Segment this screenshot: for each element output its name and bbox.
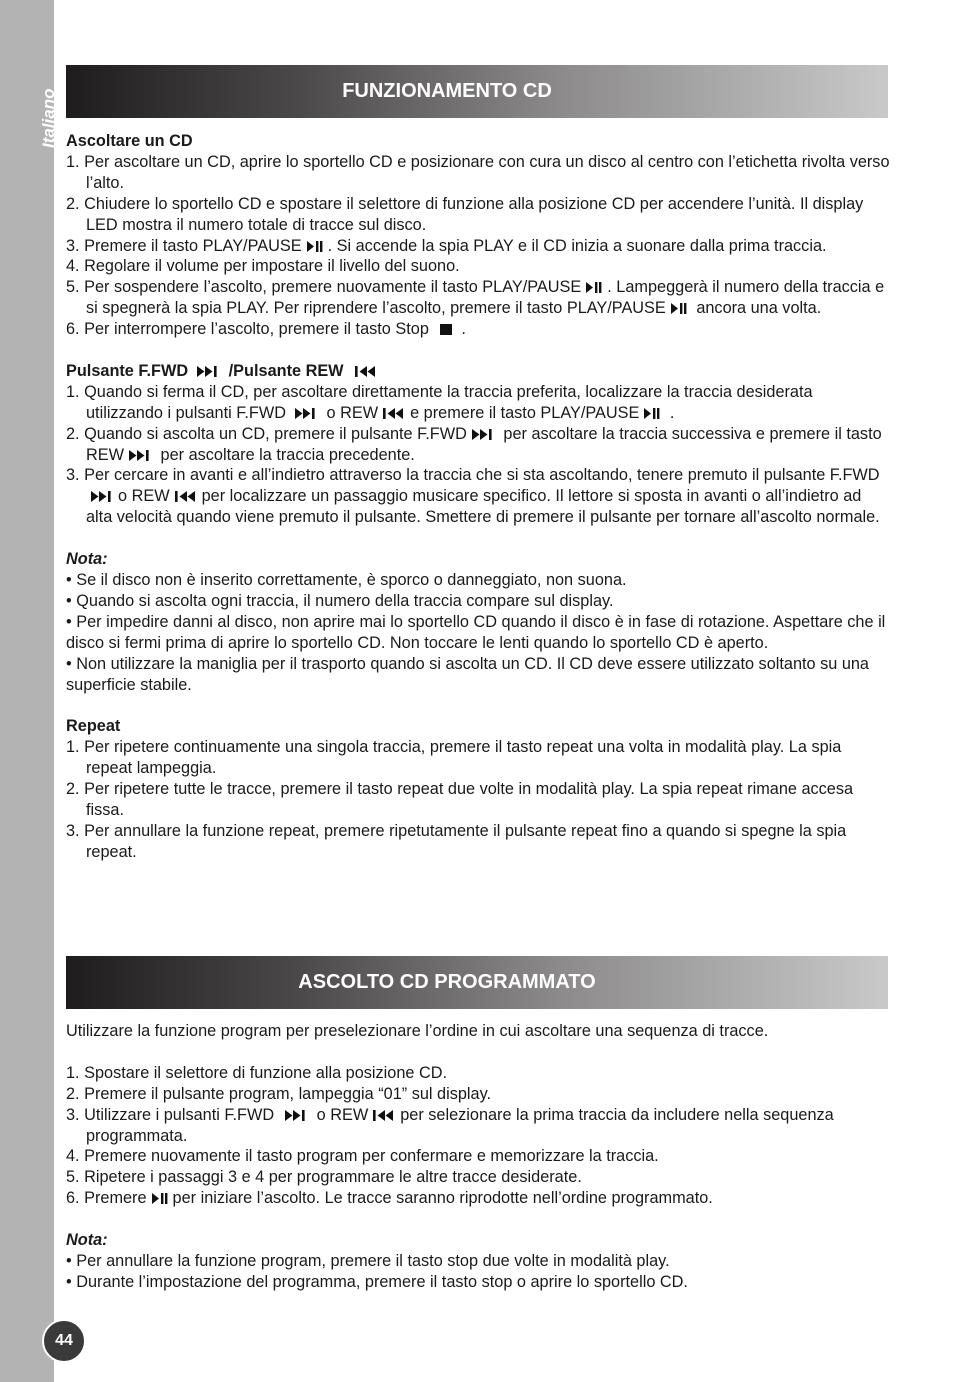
list-item: 2. Per ripetere tutte le tracce, premere il tasto repeat due volte in modalità play. La spia repeat rimane accesa fissa. (66, 780, 854, 819)
heading-ffwd-rew (66, 361, 890, 382)
text-fragment: /Pulsante REW (228, 361, 344, 380)
text-fragment: 3. Premere il tasto PLAY/PAUSE (66, 236, 302, 255)
list-item: 4. Premere nuovamente il tasto program per confermare e memorizzare la traccia. (66, 1147, 659, 1166)
nota-bullet: • Per impedire danni al disco, non aprire mai lo sportello CD quando il disco è in fase di rotazione. Aspettare che il disco si fermi prima di aprire lo sportello CD. Non toccare le lenti quando lo sportello CD è aperto. (66, 612, 886, 652)
nota-heading: Nota: (66, 550, 108, 569)
nota-bullet: • Non utilizzare la maniglia per il trasporto quando si ascolta un CD. Il CD deve essere utilizzato soltanto su una superficie stabile. (66, 654, 869, 694)
list-item: 3. Per annullare la funzione repeat, premere ripetutamente il pulsante repeat fino a quando si spegne la spia repeat. (66, 821, 847, 861)
play-pause-icon (585, 281, 603, 294)
section-ascolto-programmato-body (66, 1021, 890, 1293)
page-number: 44 (55, 1332, 73, 1349)
text-fragment: per ascoltare la traccia successiva e premere il tasto REW (86, 424, 882, 464)
fast-forward-icon (294, 407, 318, 420)
list-item: 2. Chiudere lo sportello CD e spostare il selettore di funzione alla posizione CD per accendere l’unità. Il display LED mostra il numero totale di tracce sul disco. (66, 194, 864, 234)
fast-forward-icon (471, 428, 495, 441)
section-banner-ascolto-programmato (66, 956, 888, 1009)
text-fragment: o REW (316, 1105, 369, 1124)
heading-repeat: Repeat (66, 717, 121, 736)
language-label: Italiano (39, 88, 58, 148)
fast-forward-icon (90, 490, 114, 503)
play-pause-icon (151, 1192, 169, 1205)
list-item (66, 382, 890, 424)
rewind-icon (174, 490, 198, 503)
text-fragment: . (669, 403, 675, 422)
text-fragment: . Lampeggerà il numero della traccia e si spegnerà la spia PLAY. Per riprendere l’ascolto, premere il tasto PLAY/PAUSE (86, 278, 885, 318)
text-fragment: Pulsante F.FWD (66, 361, 189, 380)
text-fragment: o REW (326, 403, 379, 422)
text-fragment: . Si accende la spia PLAY e il CD inizia a suonare dalla prima traccia. (327, 236, 827, 255)
text-fragment: per selezionare la prima traccia da includere nella sequenza programmata. (86, 1105, 834, 1145)
list-item (66, 465, 890, 528)
rewind-icon (372, 1109, 396, 1122)
fast-forward-icon (284, 1109, 308, 1122)
nota-bullet: • Durante l’impostazione del programma, premere il tasto stop o aprire lo sportello CD. (66, 1272, 688, 1291)
text-fragment: 6. Per interrompere l’ascolto, premere il tasto Stop (66, 320, 429, 339)
play-pause-icon (643, 407, 661, 420)
text-fragment: per iniziare l’ascolto. Le tracce saranno riprodotte nell’ordine programmato. (172, 1189, 713, 1208)
list-item (66, 1188, 890, 1209)
text-fragment: . (461, 320, 466, 339)
list-item (66, 277, 890, 319)
text-fragment: 3. Per cercare in avanti e all’indietro attraverso la traccia che si sta ascoltando, tenere premuto il pulsante F.FWD (66, 466, 880, 485)
play-pause-icon (670, 302, 688, 315)
text-fragment: o REW (118, 487, 170, 506)
text-fragment: e premere il tasto PLAY/PAUSE (410, 403, 640, 422)
list-item (66, 236, 890, 257)
text-fragment: per ascoltare la traccia precedente. (160, 445, 415, 464)
stop-icon (439, 323, 453, 336)
list-item: 1. Spostare il selettore di funzione alla posizione CD. (66, 1063, 448, 1082)
section-funzionamento-cd-body (66, 131, 890, 863)
page-number-badge (42, 1319, 86, 1363)
text-fragment: 3. Utilizzare i pulsanti F.FWD (66, 1105, 275, 1124)
play-pause-icon (306, 240, 324, 253)
text-fragment: 5. Per sospendere l’ascolto, premere nuovamente il tasto PLAY/PAUSE (66, 278, 582, 297)
text-fragment: ancora una volta. (696, 299, 822, 318)
rewind-icon (382, 407, 406, 420)
list-item (66, 1105, 890, 1147)
text-fragment: 6. Premere (66, 1189, 147, 1208)
nota-bullet: • Per annullare la funzione program, premere il tasto stop due volte in modalità play. (66, 1251, 670, 1270)
fast-forward-icon (196, 365, 220, 378)
section-title: ASCOLTO CD PROGRAMMATO (298, 971, 596, 993)
intro-paragraph: Utilizzare la funzione program per preselezionare l’ordine in cui ascoltare una sequenza di tracce. (66, 1022, 769, 1040)
rewind-icon (354, 365, 378, 378)
nota-bullet: • Se il disco non è inserito correttamente, è sporco o danneggiato, non suona. (66, 571, 627, 589)
list-item (66, 424, 890, 466)
list-item: 4. Regolare il volume per impostare il livello del suono. (66, 257, 460, 276)
fast-forward-icon (128, 449, 152, 462)
section-title: FUNZIONAMENTO CD (342, 80, 552, 102)
list-item: 1. Per ascoltare un CD, aprire lo sportello CD e posizionare con cura un disco al centro con l’etichetta rivolta verso l’alto. (66, 152, 890, 192)
nota-bullet: • Quando si ascolta ogni traccia, il numero della traccia compare sul display. (66, 591, 614, 610)
nota-heading: Nota: (66, 1231, 108, 1250)
side-strip (0, 0, 54, 1382)
text-fragment: per localizzare un passaggio musicare specifico. Il lettore si sposta in avanti o all’indietro ad alta velocità quando viene premuto il pulsante. Smettere di premere il pulsante per tornare all’ascolto normale. (86, 487, 880, 527)
section-banner-funzionamento-cd (66, 65, 888, 118)
heading-ascoltare-cd: Ascoltare un CD (66, 132, 193, 150)
list-item: 1. Per ripetere continuamente una singola traccia, premere il tasto repeat una volta in modalità play. La spia repeat lampeggia. (66, 738, 842, 778)
list-item: 2. Premere il pulsante program, lampeggia “01” sul display. (66, 1084, 492, 1103)
text-fragment: 2. Quando si ascolta un CD, premere il pulsante F.FWD (66, 424, 467, 443)
list-item: 5. Ripetere i passaggi 3 e 4 per programmare le altre tracce desiderate. (66, 1168, 582, 1187)
list-item (66, 319, 890, 340)
text-fragment: 1. Quando si ferma il CD, per ascoltare direttamente la traccia preferita, localizzare la traccia desiderata utilizzando i pulsanti F.FWD (66, 382, 813, 422)
